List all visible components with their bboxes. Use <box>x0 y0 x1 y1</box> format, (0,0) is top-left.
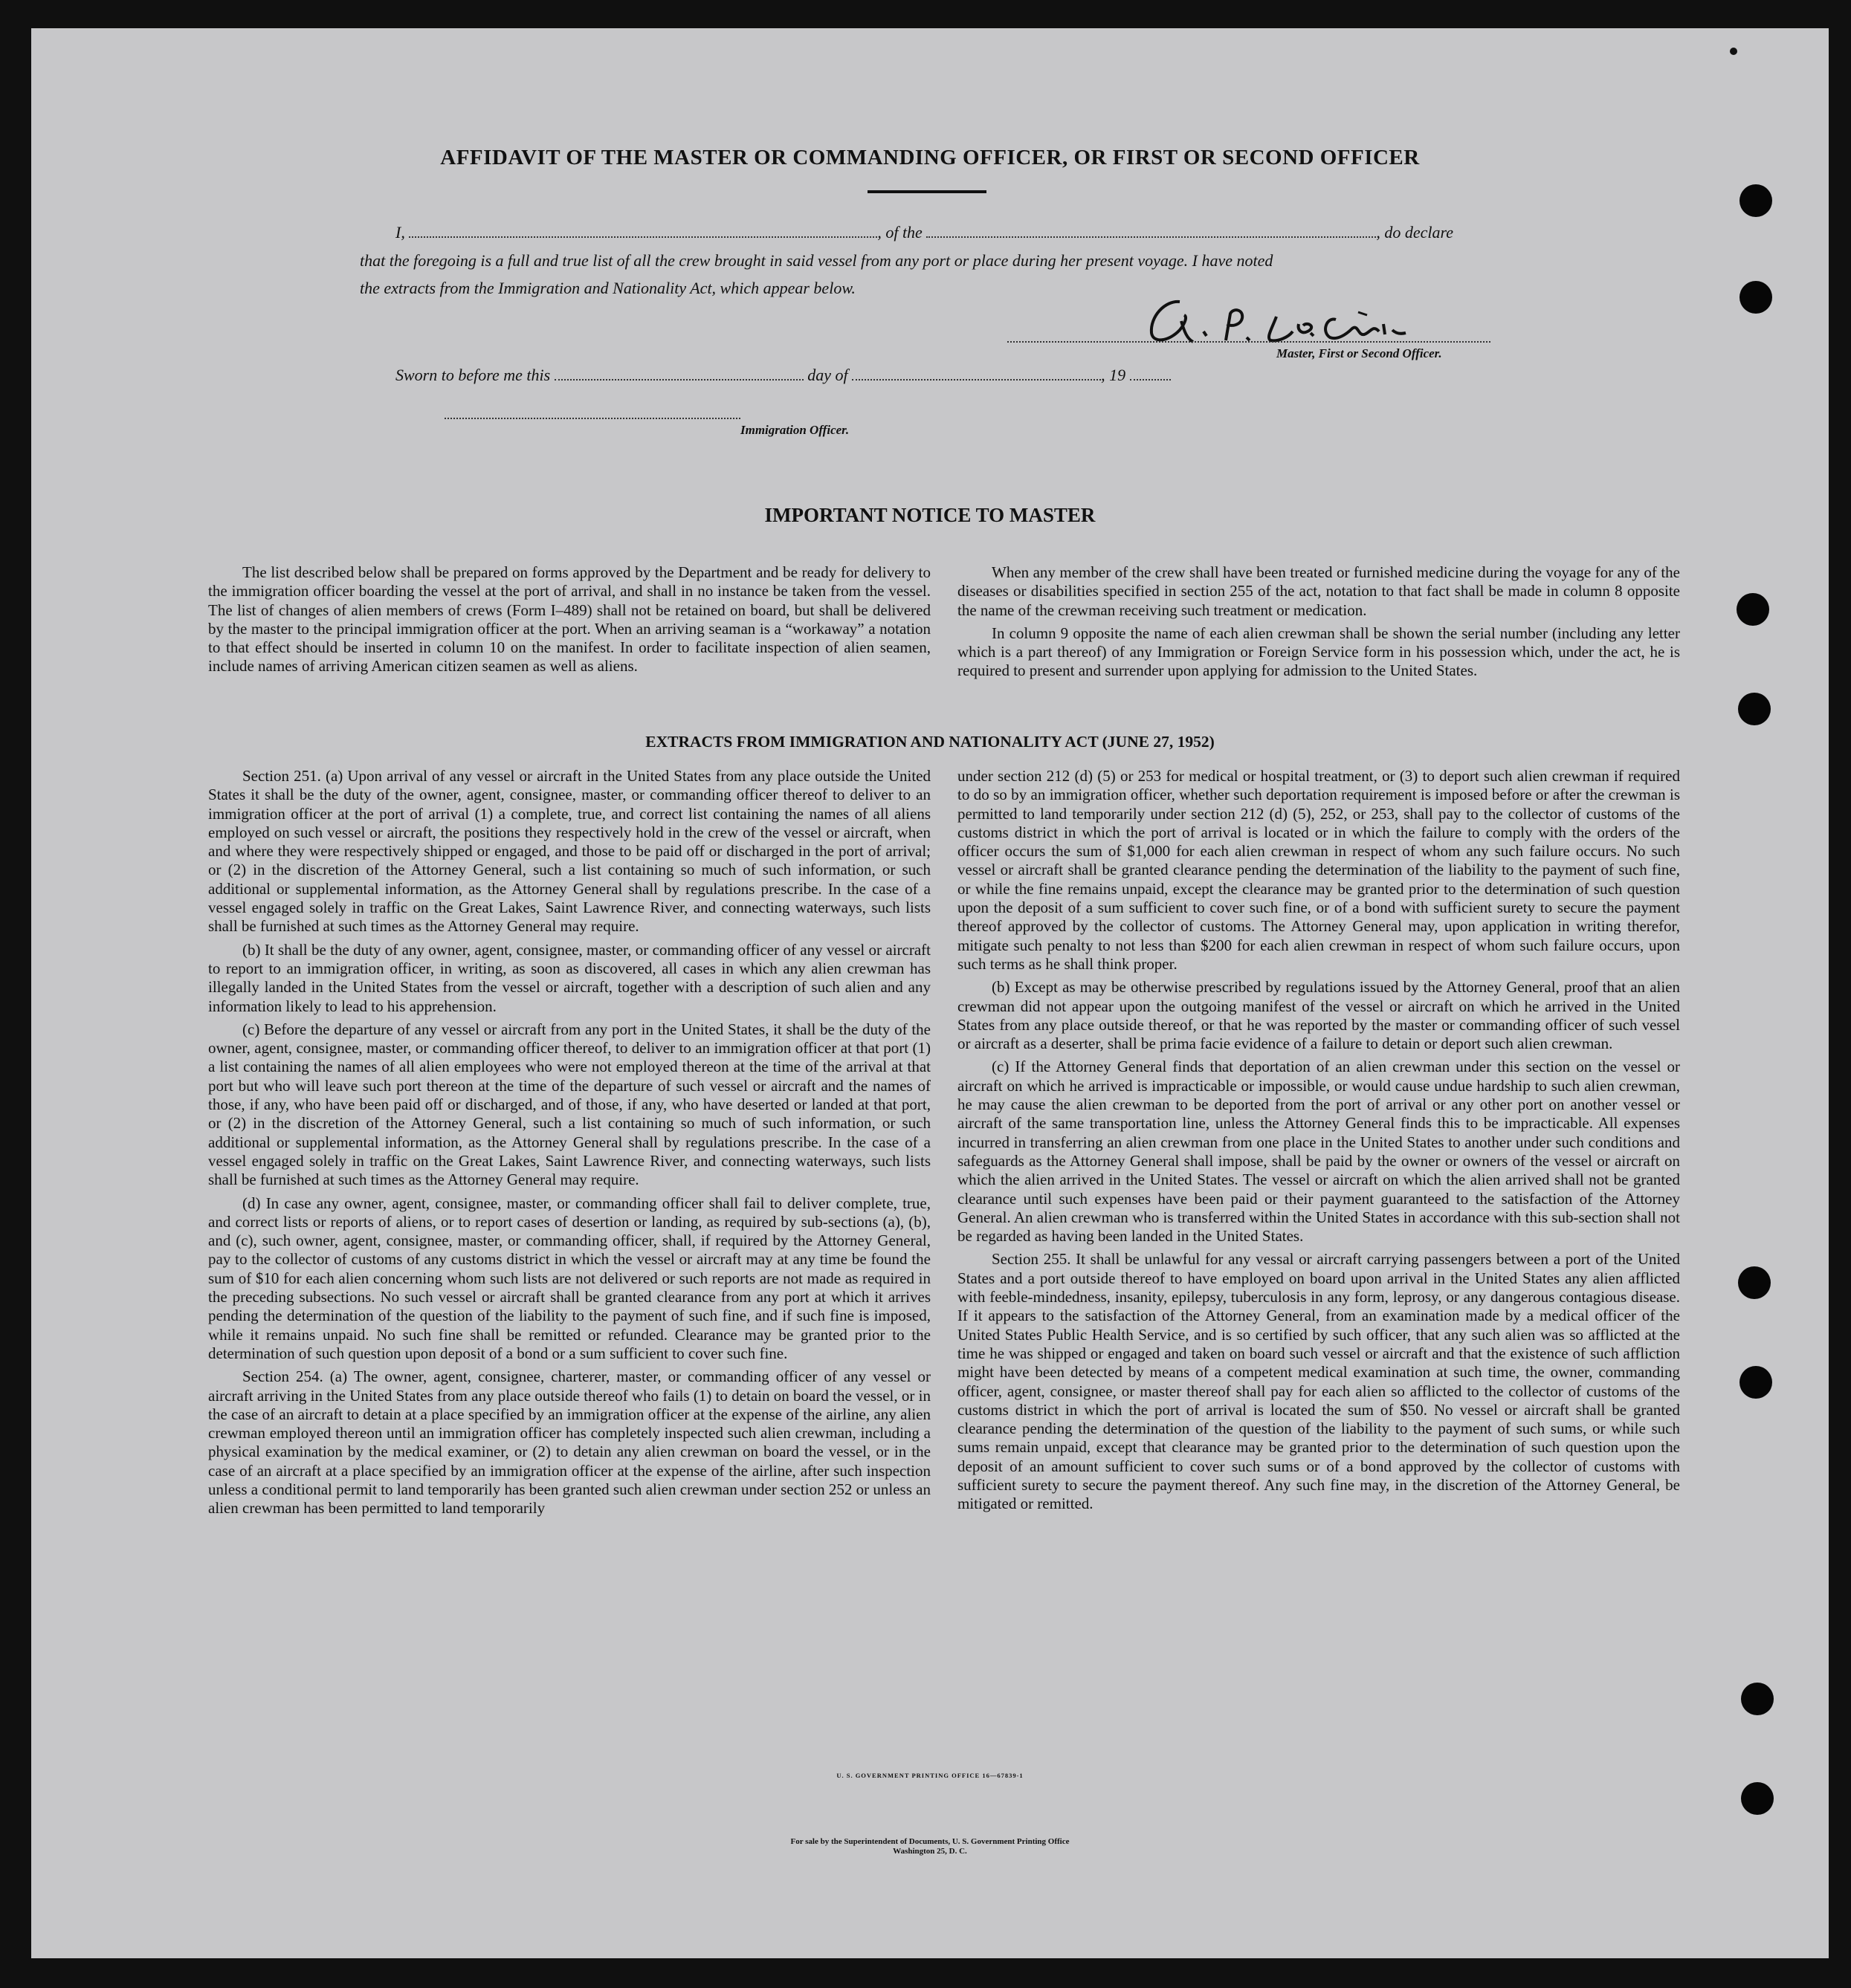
immigration-officer-line <box>445 418 740 419</box>
affidavit-title: AFFIDAVIT OF THE MASTER OR COMMANDING OFFICER, OR FIRST OR SECOND OFFICER <box>440 146 1420 169</box>
extracts-right-column <box>957 767 1680 1518</box>
section-255: Section 255. It shall be unlawful for any vessal or aircraft carrying passengers between a port of the United States and a port outside thereof to have employed on board upon arrival in the United States any alien afflicted with feeble-mindedness, insanity, epilepsy, tuberculosis in any form, leprosy, or any dangerous contagious disease. If it appears to the satisfaction of the Attorney General, from an examination made by a medical officer of the United States Public Health Service, and is so certified by such officer, that any such alien was so afflicted at the time he was shipped or engaged and taken on board such vessel or aircraft and that the existence of such affliction might have been detected by means of a competent medical examination at such time, the owner, commanding officer, agent, consignee, or master thereof shall pay for each alien so afflicted to the collector of customs of the customs district in which the port of arrival is located the sum of $50. No vessel or aircraft shall be granted clearance pending the determination of the question of the liability to the payment of such sums, or while such sums remain unpaid, except that clearance may be granted prior to the determination of such question upon the deposit of an amount sufficient to cover such sums or of a bond approved by the collector of customs with sufficient surety to secure the payment thereof. Any such fine may, in the discretion of the Attorney General, be mitigated or remitted. <box>957 1250 1680 1513</box>
declaration-line-1 <box>395 223 1453 242</box>
binder-hole <box>1737 593 1769 626</box>
notice-right-column <box>957 563 1680 685</box>
binder-hole <box>1739 1366 1772 1399</box>
declaration-line-2: that the foregoing is a full and true list of all the crew brought in said vessel from any port or place during her present voyage. I have noted <box>360 251 1273 270</box>
section-251-b: (b) It shall be the duty of any owner, agent, consignee, master, or commanding officer of any vessel or aircraft to report to an immigration officer, in writing, as soon as discovered, all cases in which any alien crewman has illegally landed in the United States from the vessel or aircraft, together with a description of such alien and any information likely to lead to his apprehension. <box>208 940 931 1015</box>
section-251-a: Section 251. (a) Upon arrival of any vessel or aircraft in the United States from any place outside the United States it shall be the duty of the owner, agent, consignee, master, or commanding officer thereof to deliver to an immigration officer at the port of arrival (1) a complete, true, and correct list containing the names of all aliens employed on such vessel or aircraft, the positions they respectively hold in the crew of the vessel or aircraft, when and where they were respectively shipped or engaged, and those to be paid off or discharged in the port of arrival; or (2) in the discretion of the Attorney General, such a list containing so much of such information, or such additional or supplemental information, as the Attorney General shall by regulations prescribe. In the case of a vessel engaged solely in traffic on the Great Lakes, Saint Lawrence River, and connecting waterways, such lists shall be furnished at such times as the Attorney General may require. <box>208 767 931 936</box>
notice-right-paragraph-1: When any member of the crew shall have been treated or furnished medicine during the voyage for any of the diseases or disabilities specified in section 255 of the act, notation to that fact shall be made in column 8 opposite the name of the crewman receiving such treatment or medication. <box>957 563 1680 619</box>
printer-line: U. S. GOVERNMENT PRINTING OFFICE 16—67839-1 <box>836 1772 1024 1779</box>
binder-hole <box>1739 281 1772 314</box>
sworn-line <box>395 366 1171 385</box>
notice-right-paragraph-2: In column 9 opposite the name of each alien crewman shall be shown the serial number (including any letter which is a part thereof) of any Immigration or Foreign Service form in his possession which, under the act, he is required to present and surrender upon applying for admission to the United States. <box>957 624 1680 680</box>
binder-hole <box>1739 184 1772 217</box>
signature-image <box>1135 294 1447 354</box>
binder-hole <box>1738 1266 1771 1299</box>
year-label: , 19 <box>1101 366 1126 384</box>
notice-left-column <box>208 563 931 681</box>
declaration-line-3: the extracts from the Immigration and Nationality Act, which appear below. <box>360 279 856 297</box>
declaration-of-the: , of the <box>877 223 923 242</box>
name-field[interactable] <box>409 236 877 238</box>
day-field[interactable] <box>555 379 804 381</box>
section-251-c: (c) Before the departure of any vessel or aircraft from any port in the United States, it shall be the duty of the owner, agent, consignee, master, or commanding officer thereof, to deliver to an immigration officer at that port (1) a list containing the names of all alien employees who were not employed thereon at the time of the arrival at that port but who will leave such port thereon at the time of the departure of such vessel or aircraft and the names of those, if any, who have been paid off or discharged, and of those, if any, who have deserted or landed at that port, or (2) in the discretion of the Attorney General, such a list containing so much of such information, or such additional or supplemental information, as the Attorney General shall by regulations prescribe. In the case of a vessel engaged solely in traffic on the Great Lakes, Saint Lawrence River, and connecting waterways, such lists shall be furnished at such times as the Attorney General may require. <box>208 1020 931 1189</box>
sale-line-1: For sale by the Superintendent of Documents, U. S. Government Printing Office <box>790 1837 1070 1846</box>
notice-title: IMPORTANT NOTICE TO MASTER <box>764 504 1096 526</box>
title-rule <box>868 190 986 193</box>
extracts-title: EXTRACTS FROM IMMIGRATION AND NATIONALITY ACT (JUNE 27, 1952) <box>645 733 1215 751</box>
section-251-d: (d) In case any owner, agent, consignee, master, or commanding officer shall fail to deliver complete, true, and correct lists or reports of aliens, or to report cases of desertion or landing, as required by sub-sections (a), (b), and (c), such owner, agent, consignee, master, or commanding officer, shall, if required by the Attorney General, pay to the collector of customs of any customs district in which the vessel or aircraft may at any time be found the sum of $10 for each alien concerning whom such lists are not delivered or such reports are not made as required in the preceding subsections. No such vessel or aircraft shall be granted clearance from any port at which it arrives pending the determination of the question of the liability to the payment of such fine, and if such fine is imposed, while it remains unpaid. No such fine shall be remitted or refunded. Clearance may be granted prior to the determination of such question upon deposit of a bond or a sum sufficient to cover such fine. <box>208 1194 931 1362</box>
binder-hole <box>1741 1683 1774 1715</box>
section-254-a-continued: under section 212 (d) (5) or 253 for medical or hospital treatment, or (3) to deport such alien crewman if required to do so by an immigration officer, whether such deportation requirement is imposed before or after the crewman is permitted to land temporarily under section 212 (d) (5), 252, or 253, shall pay to the collector of customs of the customs district in which the port of arrival is located or in which the failure to comply with the orders of the officer occurs the sum of $1,000 for each alien crewman in respect of whom any such failure occurs. No such vessel or aircraft shall be granted clearance pending the determination of the liability to the payment of such fine, or while the fine remains unpaid, except the clearance may be granted prior to the determination of such question upon the deposit of a sum sufficient to cover such fine, or of a bond with sufficient surety to secure the payment thereof approved by the collector of customs. The Attorney General may, upon application in writing therefor, mitigate such penalty to not less than $200 for each alien crewman in respect of whom such failure occurs, upon such terms as he shall think proper. <box>957 767 1680 973</box>
section-254-c: (c) If the Attorney General finds that deportation of an alien crewman under this section on the vessel or aircraft on which he arrived is impracticable or impossible, or would cause undue hardship to such alien crewman, he may cause the alien crewman to be deported from the port of arrival or any other port on another vessel or aircraft of the same transportation line, unless the Attorney General finds this to be impracticable. All expenses incurred in transferring an alien crewman from one place in the United States to another under such conditions and safeguards as the Attorney General shall impose, shall be paid by the owner or owners of the vessel or aircraft on which the alien arrived in the United States. The vessel or aircraft on which the alien arrived shall not be granted clearance until such expenses have been paid or their payment guaranteed to the satisfaction of the Attorney General. An alien crewman who is transferred within the United States in accordance with this sub-section shall not be regarded as having been landed in the United States. <box>957 1058 1680 1246</box>
month-field[interactable] <box>852 379 1101 381</box>
declaration-i: I, <box>395 223 405 242</box>
vessel-field[interactable] <box>926 236 1376 238</box>
year-field[interactable] <box>1130 379 1171 381</box>
immigration-officer-caption: Immigration Officer. <box>740 423 850 437</box>
binder-hole <box>1741 1782 1774 1815</box>
sworn-label: Sworn to before me this <box>395 366 551 384</box>
signature-caption: Master, First or Second Officer. <box>1276 346 1442 360</box>
day-of-label: day of <box>807 366 848 384</box>
signature-line <box>1007 341 1490 343</box>
notice-left-paragraph: The list described below shall be prepared on forms approved by the Department and be ready for delivery to the immigration officer boarding the vessel at the port of arrival, and shall in no instance be taken from the vessel. The list of changes of alien members of crews (Form I–489) shall not be retained on board, but shall be delivered by the master to the principal immigration officer at the port. When an arriving seaman is a “workaway” a notation to that effect should be inserted in column 10 on the manifest. In order to facilitate inspection of alien seamen, include names of arriving American citizen seamen as well as aliens. <box>208 563 931 676</box>
section-254-a: Section 254. (a) The owner, agent, consignee, charterer, master, or commanding officer of any vessel or aircraft arriving in the United States from any place outside thereof who fails (1) to detain on board the vessel, or in the case of an aircraft to detain at a place specified by an immigration officer at the expense of the airline, any alien crewman employed thereon until an immigration officer has completely inspected such alien crewman, including a physical examination by the medical examiner, or (2) to detain any alien crewman on board the vessel, or in the case of an aircraft at a place specified by an immigration officer at the expense of the airline, after such inspection unless a conditional permit to land temporarily has been granted such alien crewman under section 252 or unless an alien crewman has been permitted to land temporarily <box>208 1367 931 1518</box>
binder-hole <box>1738 693 1771 725</box>
declaration-do-declare: , do declare <box>1376 223 1453 242</box>
extracts-left-column <box>208 767 931 1523</box>
sale-line-2: Washington 25, D. C. <box>893 1847 967 1856</box>
ink-speck <box>1730 48 1737 55</box>
sale-notice <box>31 1837 1829 1856</box>
form-page <box>31 28 1829 1958</box>
section-254-b: (b) Except as may be otherwise prescribed by regulations issued by the Attorney General, proof that an alien crewman did not appear upon the outgoing manifest of the vessel or aircraft on which he arrived in the United States from any place outside thereof, or that he was reported by the master or commanding officer of such vessel or aircraft as a deserter, shall be prima facie evidence of a failure to detain or deport such alien crewman. <box>957 978 1680 1053</box>
